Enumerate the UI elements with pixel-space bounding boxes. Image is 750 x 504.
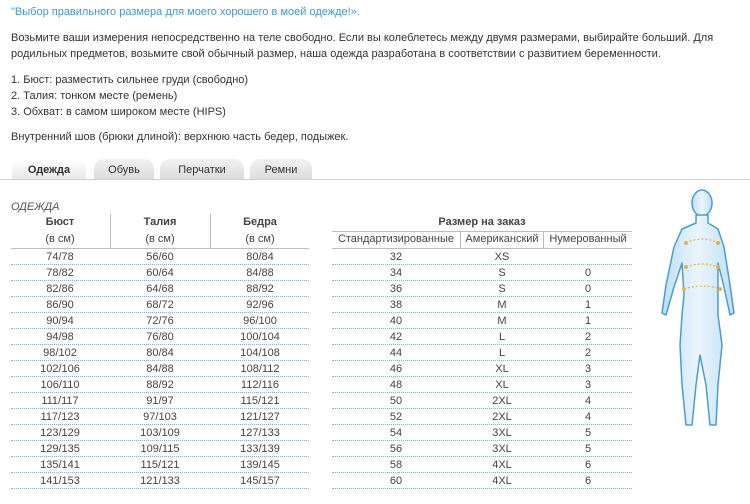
cell-bust: 98/102 [43,347,77,359]
cell-waist: 103/109 [140,427,180,439]
cell-numbered: 3 [584,379,592,391]
table-row [0,441,750,457]
header-numbered: Нумерованный [549,233,627,245]
cell-numbered: 3 [584,363,592,375]
cell-hips: 108/112 [240,363,280,375]
cell-numbered: 4 [584,395,592,407]
cell-bust: 141/153 [40,475,80,487]
cell-waist: 97/103 [143,411,177,423]
cell-american: 4XL [492,475,512,487]
cell-standard: 54 [389,427,403,439]
cell-hips: 104/108 [240,347,280,359]
cell-standard: 46 [389,363,403,375]
cell-hips: 92/96 [246,299,274,311]
cell-american: M [497,299,507,311]
intro-paragraph: Возьмите ваши измерения непосредственно на теле свободно. Если вы колеблетесь между двумя размерами, выбирайте больший. Для родильных предметов, возьмите свой обычный размер, наша одежда разработана в соответствии с развитием беременности. [11,32,714,60]
cell-american: 4XL [492,459,512,471]
header-hips-unit: (в см) [245,233,275,245]
cell-standard: 56 [389,443,403,455]
cell-american: 3XL [492,427,512,439]
cell-waist: 88/92 [146,379,174,391]
header-waist: Талия [143,216,177,228]
cell-numbered: 1 [584,299,592,311]
tab-belts[interactable]: Ремни [250,159,312,179]
header-bust: Бюст [45,216,75,228]
cell-standard: 48 [389,379,403,391]
header-standard: Стандартизированные [337,233,455,245]
cell-standard: 38 [389,299,403,311]
cell-waist: 84/88 [146,363,174,375]
cell-waist: 91/97 [146,395,174,407]
cell-numbered: 6 [584,475,592,487]
list-item-bust: 1. Бюст: разместить сильнее груди (свободно) [11,74,249,86]
cell-numbered: 0 [584,267,592,279]
cell-american: S [498,267,506,279]
cell-american: L [498,347,506,359]
column-divider [543,232,544,248]
cell-standard: 40 [389,315,403,327]
header-american: Американский [465,233,539,245]
cell-hips: 112/116 [240,379,280,391]
cell-bust: 82/86 [46,283,74,295]
cell-bust: 94/98 [46,331,74,343]
list-item-waist: 2. Талия: тонком месте (ремень) [11,90,178,102]
cell-american: 2XL [492,411,512,423]
cell-bust: 86/90 [46,299,74,311]
cell-waist: 64/68 [146,283,174,295]
cell-standard: 50 [389,395,403,407]
cell-standard: 44 [389,347,403,359]
row-separator [11,488,309,490]
cell-numbered: 2 [584,331,592,343]
header-order-size: Размер на заказ [438,216,526,228]
cell-numbered: 5 [584,443,592,455]
header-waist-unit: (в см) [145,233,175,245]
inseam-note: Внутренний шов (брюки длиной): верхнюю часть бедер, подыжек. [11,131,349,143]
cell-standard: 60 [389,475,403,487]
cell-bust: 102/106 [40,363,80,375]
tab-gloves[interactable]: Перчатки [160,159,244,179]
cell-hips: 88/92 [246,283,274,295]
measurement-list [11,72,248,120]
cell-hips: 127/133 [240,427,280,439]
cell-numbered: 2 [584,347,592,359]
table-row [0,425,750,441]
cell-bust: 117/123 [40,411,80,423]
cell-waist: 68/72 [146,299,174,311]
tab-clothing[interactable]: Одежда [12,159,86,179]
cell-numbered: 4 [584,411,592,423]
cell-numbered: 6 [584,459,592,471]
table-row [0,345,750,361]
table-row [0,393,750,409]
tab-shoes[interactable]: Обувь [94,159,154,179]
cell-standard: 34 [389,267,403,279]
row-separator [332,488,632,490]
cell-standard: 32 [389,251,403,263]
table-row [0,313,750,329]
cell-standard: 36 [389,283,403,295]
header-hips: Бедра [243,216,277,228]
cell-numbered [544,249,632,265]
cell-hips: 139/145 [240,459,280,471]
column-divider [460,232,461,248]
cell-bust: 129/135 [40,443,80,455]
table-row [0,409,750,425]
cell-american: S [498,283,506,295]
cell-hips: 145/157 [240,475,280,487]
cell-waist: 109/115 [140,443,180,455]
table-row [0,297,750,313]
cell-waist: 76/80 [146,331,174,343]
cell-american: XL [495,379,509,391]
cell-bust: 111/117 [41,395,79,407]
cell-bust: 123/129 [40,427,80,439]
table-row [0,377,750,393]
table-row [0,329,750,345]
section-title: ОДЕЖДА [11,201,60,213]
cell-bust: 106/110 [40,379,80,391]
cell-waist: 56/60 [146,251,174,263]
table-row [0,265,750,281]
column-divider [110,214,111,248]
cell-bust: 135/141 [40,459,80,471]
cell-numbered: 0 [584,283,592,295]
cell-american: XL [495,363,509,375]
cell-american: 2XL [492,395,512,407]
cell-hips: 96/100 [243,315,277,327]
cell-american: L [498,331,506,343]
cell-standard: 42 [389,331,403,343]
cell-waist: 80/84 [146,347,174,359]
cell-bust: 74/78 [46,251,74,263]
cell-bust: 90/94 [46,315,74,327]
table-row [0,473,750,489]
cell-american: XS [494,251,510,263]
table-row [0,361,750,377]
body-measurement-figure-icon [652,185,744,430]
cell-american: M [497,315,507,327]
column-divider [210,214,211,248]
cell-waist: 121/133 [140,475,180,487]
table-row [0,249,750,265]
cell-hips: 121/127 [240,411,280,423]
cell-hips: 84/88 [246,267,274,279]
cell-hips: 80/84 [246,251,274,263]
cell-waist: 72/76 [146,315,174,327]
cell-numbered: 5 [584,427,592,439]
list-item-hips: 3. Обхват: в самом широком месте (HIPS) [11,106,226,118]
cell-waist: 115/121 [140,459,180,471]
cell-waist: 60/64 [146,267,174,279]
table-row [0,457,750,473]
cell-hips: 115/121 [240,395,280,407]
table-row [0,281,750,297]
cell-bust: 78/82 [46,267,74,279]
cell-standard: 52 [389,411,403,423]
cell-numbered: 1 [584,315,592,327]
header-divider [332,231,632,232]
category-tabs [0,157,750,180]
cell-hips: 100/104 [240,331,280,343]
cell-standard: 58 [389,459,403,471]
cell-hips: 133/139 [240,443,280,455]
header-bust-unit: (в см) [45,233,75,245]
page-title: "Выбор правильного размера для моего хорошего в моей одежде!». [11,6,360,18]
cell-american: 3XL [492,443,512,455]
